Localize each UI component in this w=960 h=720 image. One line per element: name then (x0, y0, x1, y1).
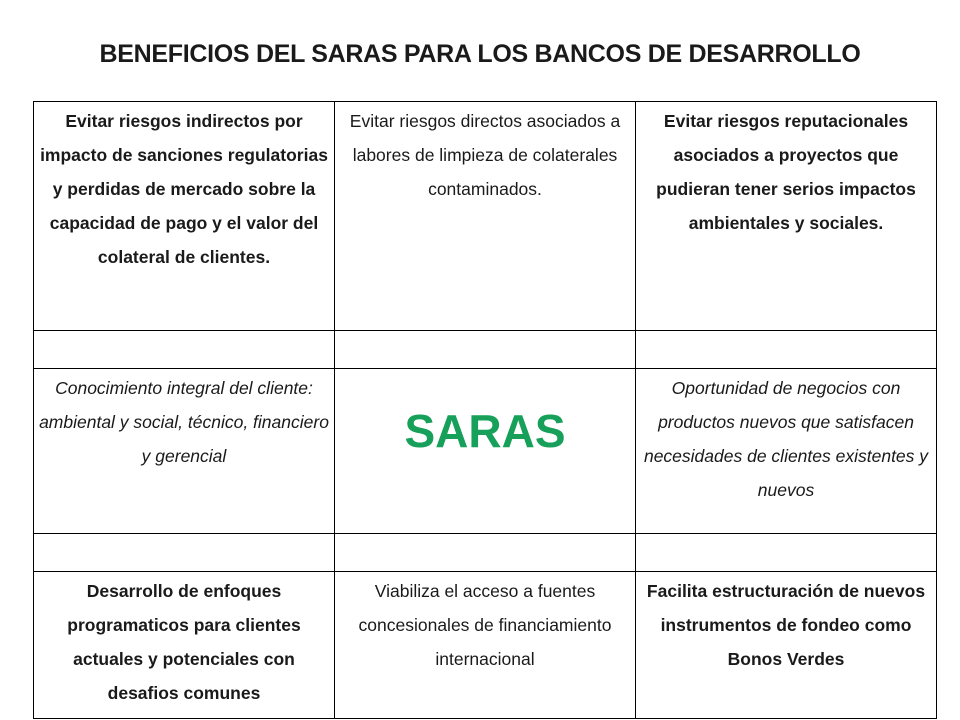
table-row (34, 369, 937, 534)
cell-bottom-center: Viabiliza el acceso a fuentes concesionales de financiamiento internacional (335, 572, 636, 719)
cell-center (335, 369, 636, 534)
saras-label: SARAS (404, 405, 566, 457)
table-row (34, 102, 937, 331)
spacer-row (34, 534, 937, 572)
cell-top-left: Evitar riesgos indirectos por impacto de sanciones regulatorias y perdidas de mercado sobre la capacidad de pago y el valor del colateral de clientes. (34, 102, 335, 331)
spacer-cell (335, 534, 636, 572)
page-title: BENEFICIOS DEL SARAS PARA LOS BANCOS DE DESARROLLO (99, 40, 861, 68)
cell-middle-right: Oportunidad de negocios con productos nuevos que satisfacen necesidades de clientes existentes y nuevos (636, 369, 937, 534)
cell-top-center: Evitar riesgos directos asociados a labores de limpieza de colaterales contaminados. (335, 102, 636, 331)
benefits-grid (33, 101, 937, 719)
table-row (34, 572, 937, 719)
spacer-cell (335, 331, 636, 369)
spacer-cell (636, 534, 937, 572)
cell-bottom-right: Facilita estructuración de nuevos instrumentos de fondeo como Bonos Verdes (636, 572, 937, 719)
spacer-cell (34, 534, 335, 572)
spacer-cell (636, 331, 937, 369)
spacer-row (34, 331, 937, 369)
cell-top-right: Evitar riesgos reputacionales asociados a proyectos que pudieran tener serios impactos ambientales y sociales. (636, 102, 937, 331)
cell-middle-left: Conocimiento integral del cliente: ambiental y social, técnico, financiero y gerencial (34, 369, 335, 534)
spacer-cell (34, 331, 335, 369)
cell-bottom-left: Desarrollo de enfoques programaticos para clientes actuales y potenciales con desafios comunes (34, 572, 335, 719)
